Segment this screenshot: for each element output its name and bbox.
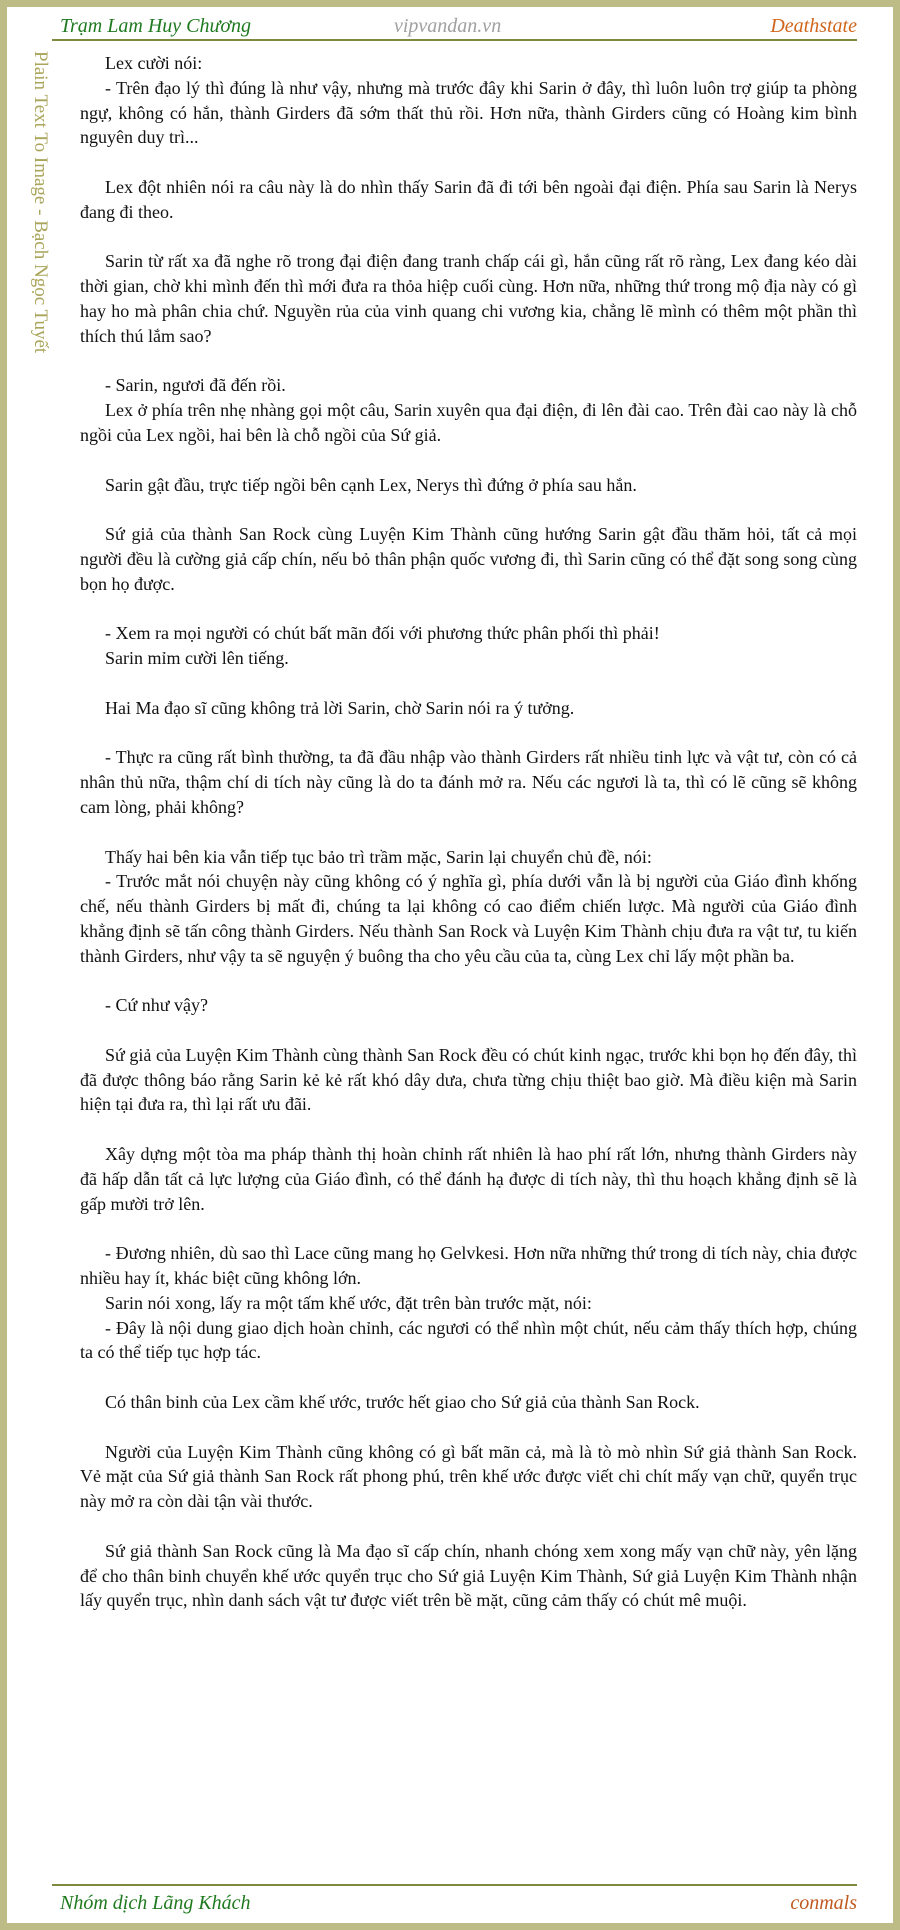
body-content (80, 51, 857, 1613)
paragraph-gap (80, 1018, 857, 1043)
paragraph: Lex đột nhiên nói ra câu này là do nhìn thấy Sarin đã đi tới bên ngoài đại điện. Phía sau Sarin là Nerys đang đi theo. (80, 176, 857, 222)
paragraph-gap (80, 1216, 857, 1241)
paragraph-gap (80, 968, 857, 993)
footer-right-text: conmals (790, 1892, 857, 1914)
paragraph: Sarin từ rất xa đã nghe rõ trong đại điện đang tranh chấp cái gì, hắn cũng rất rõ ràng, Lex đang kéo dài thời gian, chờ khi mình đến thì mới đưa ra thỏa hiệp cuối cùng. Hơn nữa, những thứ trong mộ địa này có gì hay ho mà phân chia chứ. Nguyền rủa của vinh quang chi vương kia, chẳng lẽ mình có thêm một phần thì thích thú lắm sao? (80, 251, 857, 346)
paragraph-gap (80, 349, 857, 374)
paragraph-gap (80, 1514, 857, 1539)
paragraph-gap (80, 820, 857, 845)
paragraph-gap (80, 1117, 857, 1142)
paragraph: Sarin mỉm cười lên tiếng. (105, 648, 289, 669)
paragraph: Người của Luyện Kim Thành cũng không có gì bất mãn cả, mà là tò mò nhìn Sứ giả thành San Rock. Vẻ mặt của Sứ giả thành San Rock rất phong phú, trên khế ước được viết chi chít mấy vạn chữ, quyển trục này mở ra còn dài tận vài thước. (80, 1441, 857, 1512)
paragraph: Sứ giả của thành San Rock cùng Luyện Kim Thành cũng hướng Sarin gật đầu thăm hỏi, tất cả mọi người đều là cường giả cấp chín, nếu bỏ thân phận quốc vương đi, thì Sarin cũng có thể đặt song song cùng bọn họ được. (80, 524, 857, 594)
paragraph-gap (80, 225, 857, 250)
header-right-text: Deathstate (770, 15, 857, 37)
paragraph: Hai Ma đạo sĩ cũng không trả lời Sarin, chờ Sarin nói ra ý tưởng. (105, 697, 575, 718)
paragraph: - Cứ như vậy? (105, 995, 208, 1016)
page (7, 7, 893, 1923)
paragraph-gap (80, 1415, 857, 1440)
paragraph: Thấy hai bên kia vẫn tiếp tục bảo trì trầm mặc, Sarin lại chuyển chủ đề, nói: (105, 846, 652, 867)
paragraph: Sarin gật đầu, trực tiếp ngồi bên cạnh Lex, Nerys thì đứng ở phía sau hắn. (105, 474, 637, 495)
paragraph: - Xem ra mọi người có chút bất mãn đối với phương thức phân phối thì phải! (105, 623, 660, 644)
header-left-text: Trạm Lam Huy Chương (60, 15, 252, 37)
paragraph: Xây dựng một tòa ma pháp thành thị hoàn chỉnh rất nhiên là hao phí rất lớn, nhưng thành Girders này đã hấp dẫn tất cả lực lượng của Giáo đình, có thể đánh hạ được di tích này, thì thu hoạch khẳng định sẽ là gấp mười trở lên. (80, 1144, 857, 1214)
paragraph: Sứ giả thành San Rock cũng là Ma đạo sĩ cấp chín, nhanh chóng xem xong mấy vạn chữ này, yên lặng để cho thân binh chuyển khế ước quyển trục cho Sứ giả Luyện Kim Thành, Sứ giả Luyện Kim Thành nhận lấy quyển trục, nhìn danh sách vật tư được viết trên bề mặt, cũng cảm thấy có chút mê muội. (80, 1540, 857, 1611)
paragraph-gap (80, 150, 857, 175)
paragraph: - Sarin, ngươi đã đến rồi. (105, 375, 286, 396)
paragraph: Sarin nói xong, lấy ra một tấm khế ước, đặt trên bàn trước mặt, nói: (105, 1292, 592, 1313)
paragraph: Sứ giả của Luyện Kim Thành cùng thành San Rock đều có chút kinh ngạc, trước khi bọn họ đến đây, thì đã được thông báo rằng Sarin kẻ kẻ rất khó dây dưa, chưa từng chịu thiệt bao giờ. Mà điều kiện mà Sarin hiện tại đưa ra, thì lại rất ưu đãi. (80, 1044, 857, 1115)
sidebar-text: Plain Text To Image - Bạch Ngọc Tuyết (30, 51, 51, 354)
paragraph: - Thực ra cũng rất bình thường, ta đã đầu nhập vào thành Girders rất nhiều tinh lực và vật tư, còn có cả nhân thủ nữa, thậm chí di tích này cũng là do ta đánh mở ra. Nếu các ngươi là ta, thì có lẽ cũng sẽ không cam lòng, phải không? (80, 747, 857, 817)
page-header (52, 9, 857, 41)
page-footer (52, 1884, 857, 1916)
sidebar (27, 51, 51, 396)
paragraph-gap (80, 497, 857, 522)
paragraph-gap (80, 597, 857, 622)
paragraph: Lex cười nói: (105, 53, 203, 73)
paragraph: Lex ở phía trên nhẹ nhàng gọi một câu, Sarin xuyên qua đại điện, đi lên đài cao. Trên đài cao này là chỗ ngồi của Lex ngồi, hai bên là chỗ ngồi của Sứ giả. (80, 400, 857, 445)
paragraph-gap (80, 1365, 857, 1390)
paragraph: - Trước mắt nói chuyện này cũng không có ý nghĩa gì, phía dưới vẫn là bị người của Giáo đình khống chế, nếu thành Girders bị mất đi, chúng ta lại không có cao điểm chiến lược. Mà người của Giáo đình khẳng định sẽ tấn công thành Girders. Nếu thành San Rock và Luyện Kim Thành chịu đưa ra vật tư, tu kiến thành Girders, như vậy ta sẽ nguyện ý buông tha cho yêu cầu của ta, cùng Lex chỉ lấy một phần ba. (80, 871, 857, 966)
paragraph-gap (80, 721, 857, 746)
paragraph-gap (80, 448, 857, 473)
paragraph: Có thân binh của Lex cầm khế ước, trước hết giao cho Sứ giả của thành San Rock. (105, 1392, 700, 1413)
footer-left-text: Nhóm dịch Lãng Khách (60, 1892, 251, 1914)
paragraph: - Đương nhiên, dù sao thì Lace cũng mang họ Gelvkesi. Hơn nữa những thứ trong di tích này, chia được nhiều hay ít, khác biệt cũng không lớn. (80, 1243, 857, 1289)
paragraph: - Trên đạo lý thì đúng là như vậy, nhưng mà trước đây khi Sarin ở đây, thì luôn luôn trợ giúp ta phòng ngự, không có hắn, thành Girders đã sớm thất thủ rồi. Hơn nữa, thành Girders cũng có Hoàng kim bình nguyên duy trì... (80, 77, 857, 148)
paragraph: - Đây là nội dung giao dịch hoàn chỉnh, các ngươi có thể nhìn một chút, nếu cảm thấy thích hợp, chúng ta có thể tiếp tục hợp tác. (80, 1317, 857, 1363)
paragraph-gap (80, 671, 857, 696)
header-center-text: vipvandan.vn (394, 15, 502, 37)
